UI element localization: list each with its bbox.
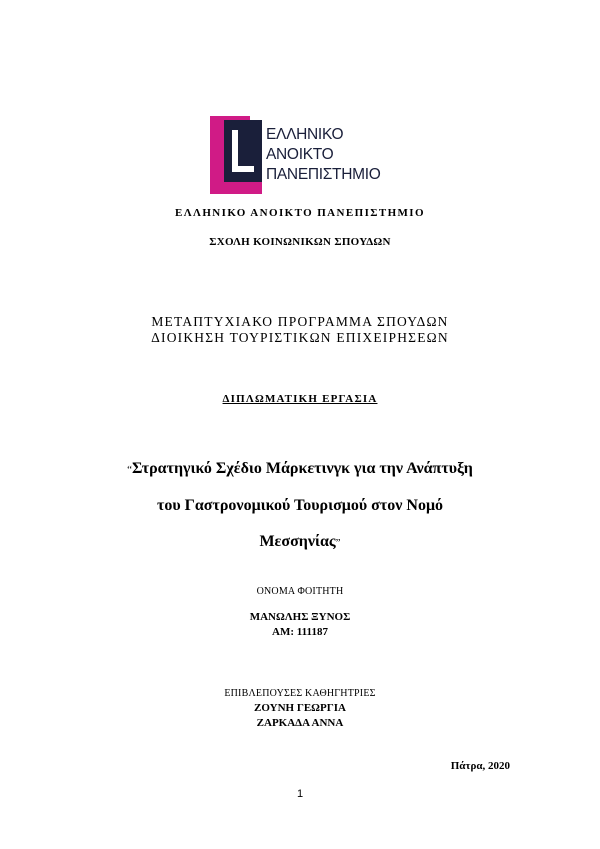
student-am: ΑΜ: 111187	[272, 626, 328, 638]
student-name: ΜΑΝΩΛΗΣ ΞΥΝΟΣ	[249, 611, 351, 623]
logo-line: ΠΑΝΕΠΙΣΤΗΜΙΟ	[266, 166, 381, 183]
logo-line: ΕΛΛΗΝΙΚΟ	[266, 126, 344, 143]
university-logo	[210, 116, 400, 194]
page-number: 1	[296, 788, 304, 800]
program-line: ΜΕΤΑΠΤΥΧΙΑΚΟ ΠΡΟΓΡΑΜΜΑ ΣΠΟΥΔΩΝ	[151, 314, 449, 329]
program-line: ΔΙΟΙΚΗΣΗ ΤΟΥΡΙΣΤΙΚΩΝ ΕΠΙΧΕΙΡΗΣΕΩΝ	[151, 330, 449, 345]
close-quote: ”	[335, 537, 341, 549]
student-label: ΟΝΟΜΑ ΦΟΙΤΗΤΗ	[256, 586, 344, 597]
title-line: του Γαστρονομικού Τουρισμού στον Νομό	[156, 497, 444, 514]
supervisor-name: ΖΑΡΚΑΔΑ ΑΝΝΑ	[256, 717, 344, 729]
thesis-type: ΔΙΠΛΩΜΑΤΙΚΗ ΕΡΓΑΣΙΑ	[222, 393, 378, 405]
supervisor-name: ΖΟΥΝΗ ΓΕΩΡΓΙΑ	[254, 702, 346, 714]
supervisors-list	[0, 701, 600, 731]
thesis-title	[0, 451, 600, 561]
university-name: ΕΛΛΗΝΙΚΟ ΑΝΟΙΚΤΟ ΠΑΝΕΠΙΣΤΗΜΙΟ	[175, 207, 425, 219]
open-quote: “	[127, 464, 132, 476]
place-date: Πάτρα, 2020	[450, 760, 510, 772]
supervisors-label: ΕΠΙΒΛΕΠΟΥΣΕΣ ΚΑΘΗΓΗΤΡΙΕΣ	[224, 688, 376, 699]
student-info	[0, 610, 600, 640]
title-line: Μεσσηνίας	[259, 533, 336, 550]
program-name	[0, 314, 600, 346]
school-name: ΣΧΟΛΗ ΚΟΙΝΩΝΙΚΩΝ ΣΠΟΥΔΩΝ	[209, 236, 391, 248]
eap-logo-icon	[210, 116, 262, 194]
logo-wordmark	[266, 125, 380, 185]
logo-line: ΑΝΟΙΚΤΟ	[266, 146, 334, 163]
title-line: Στρατηγικό Σχέδιο Μάρκετινγκ για την Ανάπτυξη	[132, 460, 473, 477]
